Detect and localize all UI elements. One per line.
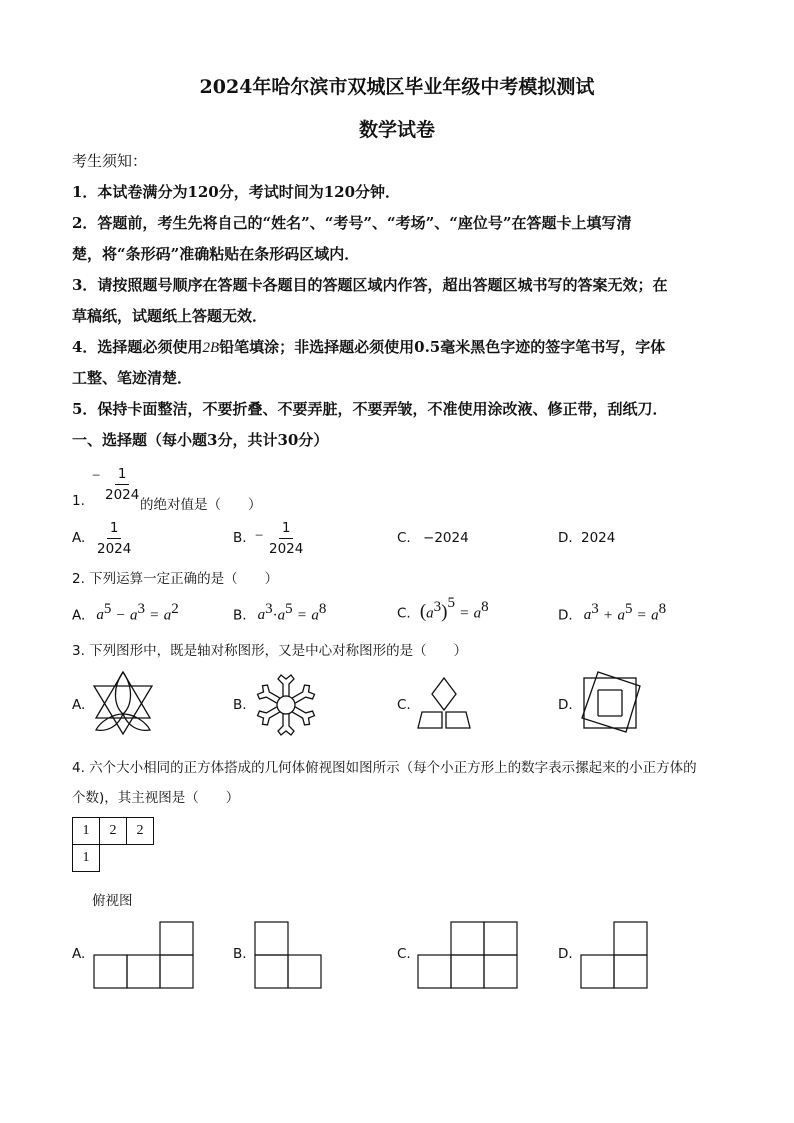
notice-item-2: 2．答题前，考生先将自己的“姓名”、“考号”、“考场”、“座位号”在答题卡上填写清 [72,214,632,232]
q3-option-a-label[interactable]: A. [72,697,86,713]
q3-figure-d-icon[interactable] [578,670,642,734]
q1-text: 的绝对值是（ ） [140,497,262,513]
notice-item-3-cont: 草稿纸，试题纸上答题无效． [72,307,268,325]
q3-figure-b-icon[interactable] [250,670,322,740]
q1-minus: − [92,468,101,484]
q4-option-b-label[interactable]: B. [233,946,247,962]
q1-fraction: $\frac{1}{2024}$ [105,466,140,503]
pencil-grade: 2B [202,340,220,356]
notice-item-5: 5．保持卡面整洁，不要折叠、不要弄脏，不要弄皱，不准使用涂改液、修正带，刮纸刀． [72,400,668,418]
question-4: 4. 六个大小相同的正方体搭成的几何体俯视图如图所示（每个小正方形上的数字表示摞起来的小正方体的 [72,760,697,776]
q1-b-fraction: $\frac{1}{2024}$ [269,520,304,557]
q1-number: 1. [72,493,85,509]
q3-figure-c-icon[interactable] [416,676,472,732]
q1-option-c[interactable]: C. −2024 [397,530,469,546]
q3-option-d-label[interactable]: D. [558,697,573,713]
notice-item-2-cont: 楚，将“条形码”准确粘贴在条形码区域内． [72,245,360,263]
section-heading-choice: 一、选择题（每小题3分，共计30分） [72,431,329,449]
top-view-grid [72,817,154,872]
q3-option-c-label[interactable]: C. [397,697,411,713]
notice-item-1: 1．本试卷满分为120分，考试时间为120分钟． [72,183,401,201]
exam-subtitle: 数学试卷 [358,119,435,141]
top-view-caption: 俯视图 [92,893,133,909]
q4-front-view-a[interactable] [93,921,197,989]
q4-option-d-label[interactable]: D. [558,946,573,962]
notice-item-4-cont: 工整、笔迹清楚． [72,369,193,387]
notice-item-3: 3．请按照题号顺序在答题卡各题目的答题区域内作答，超出答题区城书写的答案无效；在 [72,276,668,294]
grid-cell: 2 [100,818,127,845]
q4-front-view-d[interactable] [580,921,650,989]
grid-cell: 2 [127,818,154,845]
q4-option-c-label[interactable]: C. [397,946,411,962]
notice-item-4-b: 铅笔填涂；非选择题必须使用0.5毫米黑色字迹的签字笔书写，字体 [219,338,666,356]
q1-option-d[interactable]: D. 2024 [558,530,616,546]
q1-a-fraction: $\frac{1}{2024}$ [97,520,132,557]
q2-option-b[interactable]: B. $a^3\cdot a^5 = a^8$ [233,601,327,624]
notice-item-4 [72,336,665,357]
question-3: 3. 下列图形中，既是轴对称图形，又是中心对称图形的是（ ） [72,643,468,659]
q2-option-a[interactable]: A. $a^5 - a^3 = a^2$ [72,601,179,624]
q4-option-a-label[interactable]: A. [72,946,86,962]
q4-front-view-b[interactable] [254,921,324,989]
notice-heading: 考生须知： [72,152,148,170]
q3-option-b-label[interactable]: B. [233,697,247,713]
exam-title: 2024年哈尔滨市双城区毕业年级中考模拟测试 [199,76,595,98]
q3-figure-a-icon[interactable] [90,668,156,738]
q4-front-view-c[interactable] [417,921,521,989]
question-2: 2. 下列运算一定正确的是（ ） [72,571,279,587]
notice-item-4-a: 4．选择题必须使用 [72,338,203,356]
question-4-cont: 个数)，其主视图是（ ） [72,790,240,806]
q2-option-c[interactable]: C. $(a^3)^5 = a^8$ [397,595,489,623]
q2-option-d[interactable]: D. $a^3 + a^5 = a^8$ [558,601,667,624]
grid-cell: 1 [73,818,100,845]
grid-cell: 1 [73,845,100,872]
